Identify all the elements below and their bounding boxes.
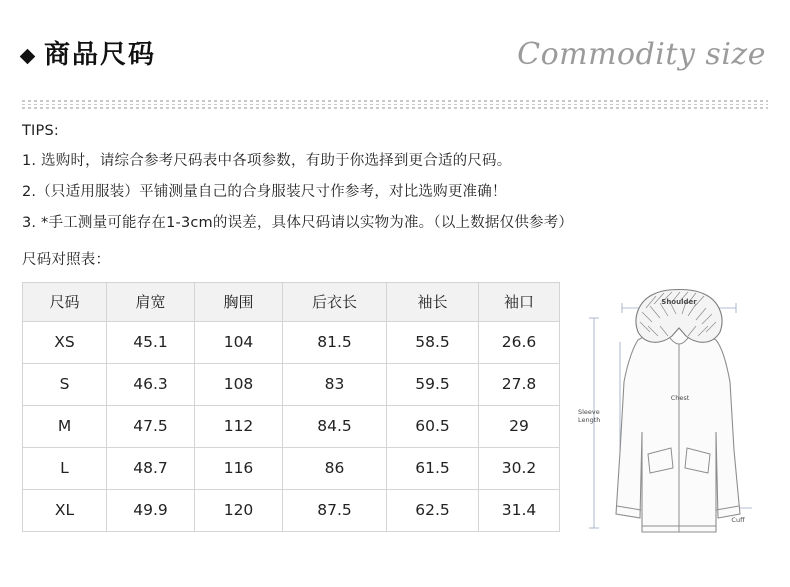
table-header-row (23, 282, 560, 321)
cell-back-length: 81.5 (283, 321, 387, 363)
size-chart-area (22, 282, 768, 537)
cell-back-length: 86 (283, 447, 387, 489)
label-sleeve-length-line2: Length (578, 415, 601, 424)
tips-label: TIPS: (22, 123, 59, 139)
cell-bust: 104 (195, 321, 283, 363)
cell-sleeve-length: 59.5 (387, 363, 479, 405)
label-chest: Chest (670, 393, 690, 402)
table-row (23, 405, 560, 447)
column-header-cuff: 袖口 (479, 282, 560, 321)
cell-bust: 116 (195, 447, 283, 489)
size-table (22, 282, 560, 532)
cell-size: L (23, 447, 107, 489)
tip-line-3: 3. *手工测量可能存在1-3cm的误差，具体尺码请以实物为准。（以上数据仅供参考） (22, 214, 574, 231)
table-row (23, 447, 560, 489)
cell-shoulder: 48.7 (107, 447, 195, 489)
cell-size: M (23, 405, 107, 447)
table-row (23, 489, 560, 531)
column-header-bust: 胸围 (195, 282, 283, 321)
label-shoulder: Shoulder (661, 297, 697, 306)
tip-line-1: 1. 选购时，请综合参考尺码表中各项参数，有助于你选择到更合适的尺码。 (22, 152, 512, 169)
cell-cuff: 31.4 (479, 489, 560, 531)
cell-sleeve-length: 60.5 (387, 405, 479, 447)
cell-size: XL (23, 489, 107, 531)
cell-cuff: 29 (479, 405, 560, 447)
table-row (23, 321, 560, 363)
header-title-group (22, 42, 156, 68)
tip-line-2: 2.（只适用服装）平铺测量自己的合身服装尺寸作参考，对比选购更准确！ (22, 183, 507, 200)
cell-shoulder: 46.3 (107, 363, 195, 405)
cell-back-length: 87.5 (283, 489, 387, 531)
cell-bust: 108 (195, 363, 283, 405)
column-header-sleeve-length: 袖长 (387, 282, 479, 321)
cell-bust: 120 (195, 489, 283, 531)
page-header (22, 0, 768, 86)
header-divider (22, 100, 768, 107)
cell-sleeve-length: 61.5 (387, 447, 479, 489)
cell-cuff: 27.8 (479, 363, 560, 405)
cell-size: XS (23, 321, 107, 363)
cell-cuff: 26.6 (479, 321, 560, 363)
coat-measurement-diagram (576, 282, 766, 537)
cell-shoulder: 49.9 (107, 489, 195, 531)
diamond-bullet-icon (20, 48, 36, 64)
tips-section (22, 124, 768, 232)
column-header-shoulder: 肩宽 (107, 282, 195, 321)
table-row (23, 363, 560, 405)
label-sleeve-length-line1: Sleeve (578, 407, 600, 416)
cell-size: S (23, 363, 107, 405)
column-header-back-length: 后衣长 (283, 282, 387, 321)
cell-sleeve-length: 58.5 (387, 321, 479, 363)
cell-shoulder: 47.5 (107, 405, 195, 447)
cell-cuff: 30.2 (479, 447, 560, 489)
cell-shoulder: 45.1 (107, 321, 195, 363)
size-chart-label: 尺码对照表： (22, 251, 111, 268)
label-cuff: Cuff (731, 515, 745, 524)
page-title: 商品尺码 (44, 40, 157, 70)
page-title-english: Commodity size (517, 37, 766, 72)
cell-back-length: 84.5 (283, 405, 387, 447)
cell-back-length: 83 (283, 363, 387, 405)
cell-bust: 112 (195, 405, 283, 447)
cell-sleeve-length: 62.5 (387, 489, 479, 531)
column-header-size: 尺码 (23, 282, 107, 321)
